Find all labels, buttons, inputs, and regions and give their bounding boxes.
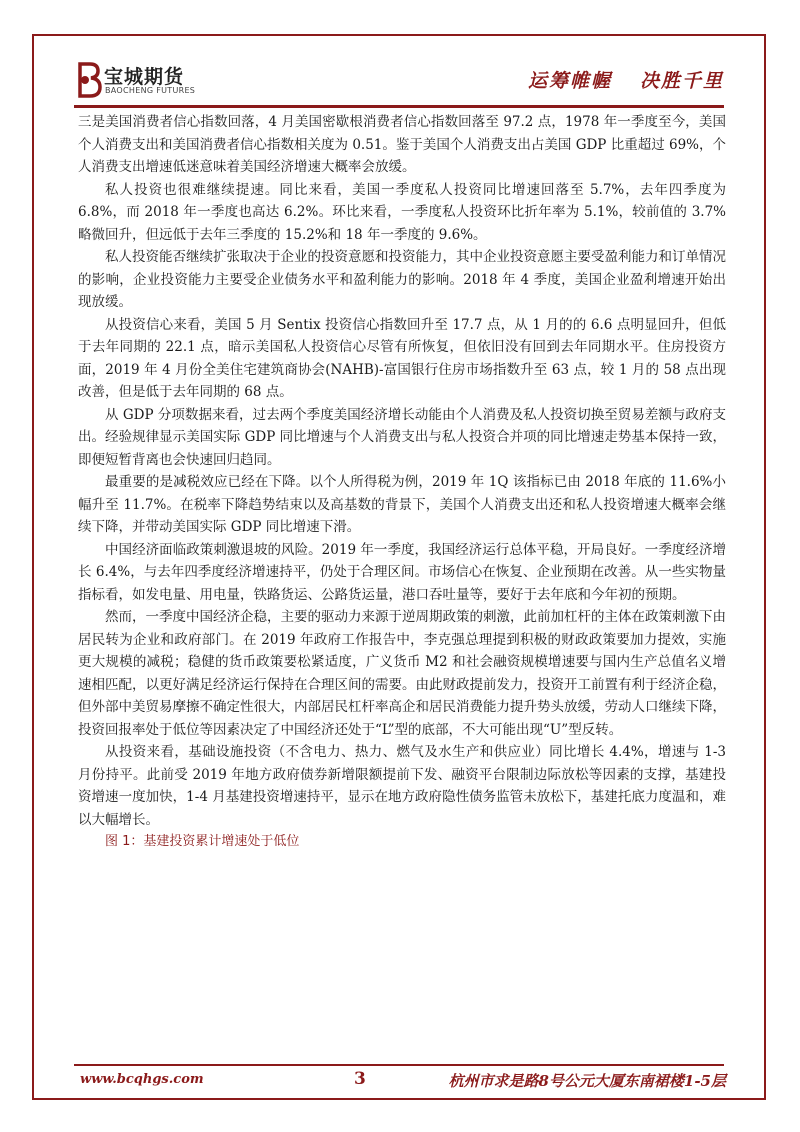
slogan-right: 决胜千里 (639, 70, 724, 92)
paragraph: 三是美国消费者信心指数回落，4 月美国密歇根消费者信心指数回落至 97.2 点，1978 年一季度至今，美国个人消费支出和美国消费者信心指数相关度为 0.51。鉴于美国个人消费支出占美国 GDP 比重超过 69%，个人消费支出增速低迷意味着美国经济增速大概率会放缓。 (78, 114, 726, 175)
logo-english-name: BAOCHENG FUTURES (105, 86, 196, 95)
page-number: 3 (354, 1069, 366, 1089)
header-divider (74, 105, 724, 108)
footer-address: 杭州市求是路8号公元大厦东南裙楼1-5层 (448, 1072, 726, 1090)
paragraph: 中国经济面临政策刺激退坡的风险。2019 年一季度，我国经济运行总体平稳，开局良好。一季度经济增长 6.4%，与去年四季度经济增速持平，仍处于合理区间。市场信心在恢复、企业预期在改善。从一些实物量指标看，如发电量、用电量，铁路货运、公路货运量，港口吞吐量等，要好于去年底和今年初的预期。 (78, 541, 726, 603)
footer-website-link[interactable]: www.bcqhgs.com (80, 1072, 204, 1087)
figure-caption: 图 1：基建投资累计增速处于低位 (105, 834, 300, 849)
paragraph: 从投资信心来看，美国 5 月 Sentix 投资信心指数回升至 17.7 点，从 1 月的的 6.6 点明显回升，但低于去年同期的 22.1 点，暗示美国私人投资信心尽管有所恢复，但依旧没有回到去年同期水平。住房投资方面，2019 年 4 月份全美住宅建筑商协会(NAHB)-富国银行住房市场指数升至 63 点，较 1 月的 58 点出现改善，但是低于去年同期的 68 点。 (78, 316, 726, 400)
paragraph: 私人投资也很难继续提速。同比来看，美国一季度私人投资同比增速回落至 5.7%，去年四季度为 6.8%，而 2018 年一季度也高达 6.2%。环比来看，一季度私人投资环比折年率为 5.1%，较前值的 3.7%略微回升，但远低于去年三季度的 15.2%和 18 年一季度的 9.6%。 (78, 181, 726, 243)
paragraph: 最重要的是减税效应已经在下降。以个人所得税为例，2019 年 1Q 该指标已由 2018 年底的 11.6%小幅升至 11.7%。在税率下降趋势结束以及高基数的背景下，美国个人消费支出还和私人投资增速大概率会继续下降，并带动美国实际 GDP 同比增速下滑。 (78, 474, 726, 535)
footer-divider (74, 1064, 724, 1066)
paragraph: 私人投资能否继续扩张取决于企业的投资意愿和投资能力，其中企业投资意愿主要受盈利能力和订单情况的影响，企业投资能力主要受企业债务水平和盈利能力的影响。2018 年 4 季度，美国企业盈利增速开始出现放缓。 (78, 249, 726, 310)
paragraph: 从 GDP 分项数据来看，过去两个季度美国经济增长动能由个人消费及私人投资切换至贸易差额与政府支出。经验规律显示美国实际 GDP 同比增速与个人消费支出与私人投资合并项的同比增速走势基本保持一致，即便短暂背离也会快速回归趋同。 (78, 406, 726, 468)
slogan-left: 运筹帷幄 (527, 70, 612, 92)
paragraph: 从投资来看，基础设施投资（不含电力、热力、燃气及水生产和供应业）同比增长 4.4%，增速与 1-3 月份持平。此前受 2019 年地方政府债券新增限额提前下发、融资平台限制边际放松等因素的支撑，基建投资增速一度加快，1-4 月基建投资增速持平，显示在地方政府隐性债务监管未放松下，基建托底力度温和，难以大幅增长。 (78, 744, 726, 828)
page-header (74, 60, 724, 104)
report-body (78, 111, 726, 854)
header-slogan (528, 66, 724, 93)
company-logo (74, 60, 244, 104)
logo-mark-icon (74, 60, 102, 100)
logo-chinese-name: 宝城期货 (104, 66, 185, 88)
paragraph: 然而，一季度中国经济企稳，主要的驱动力来源于逆周期政策的刺激，此前加杠杆的主体在政策刺激下由居民转为企业和政府部门。在 2019 年政府工作报告中，李克强总理提到积极的财政政策要加力提效，实施更大规模的减税；稳健的货币政策要松紧适度，广义货币 M2 和社会融资规模增速要与国内生产总值名义增速相匹配，以更好满足经济运行保持在合理区间的需要。由此财政提前发力，投资开工前置有利于经济企稳，但外部中美贸易摩擦不确定性很大，内部居民杠杆率高企和居民消费能力提升势头放缓，劳动人口继续下降，投资回报率处于低位等因素决定了中国经济还处于“L”型的底部，不大可能出现“U”型反转。 (78, 609, 726, 738)
